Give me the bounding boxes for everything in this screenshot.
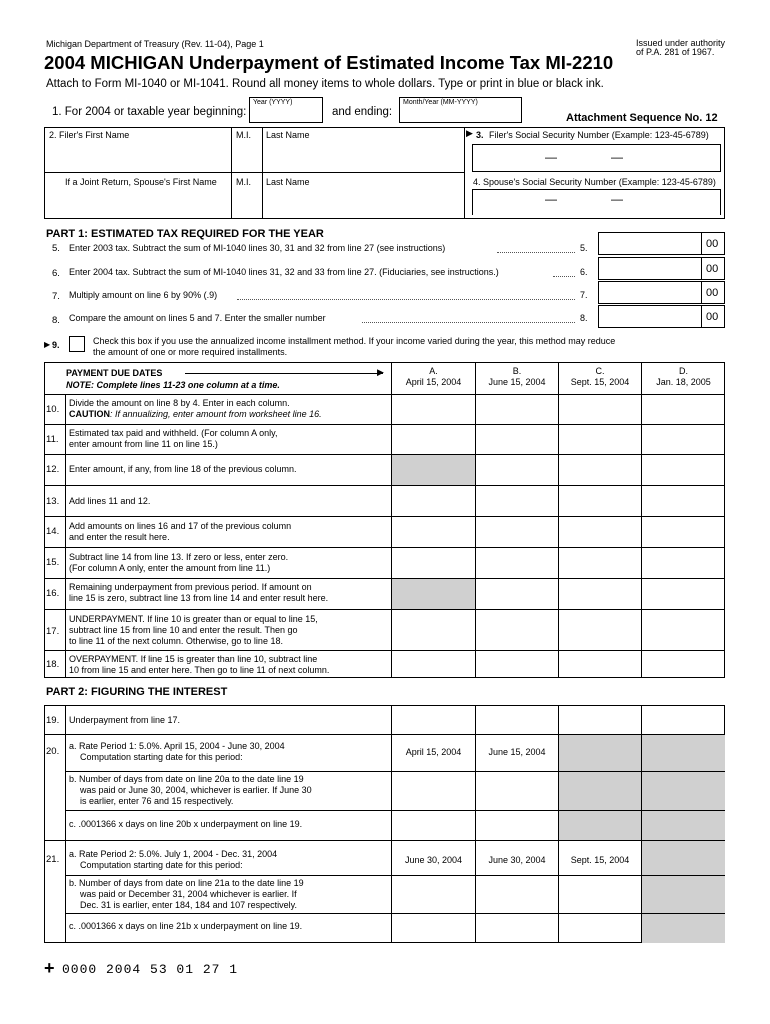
line11-text-b: enter amount from line 11 on line 15.) (69, 439, 218, 449)
note-text: NOTE: Complete lines 11-23 one column at a time. (66, 380, 280, 390)
line8-num: 8. (52, 315, 60, 326)
row-line (44, 394, 725, 395)
line7-text: Multiply amount on line 6 by 90% (.9) (69, 290, 218, 300)
part2-title: PART 2: FIGURING THE INTEREST (46, 686, 228, 698)
line12-num: 12. (46, 464, 60, 475)
line14-text-b: and enter the result here. (69, 532, 170, 542)
line13-num: 13. (46, 496, 60, 507)
col-b-letter: B. (512, 366, 522, 376)
line7-cents: 00 (706, 287, 719, 299)
row-line (44, 840, 725, 841)
begin-year-field[interactable] (249, 97, 323, 123)
line10-text-b: CAUTION: If annualizing, enter amount from worksheet line 16. (69, 409, 322, 419)
ssn-dash: — (545, 150, 557, 164)
row-line (44, 650, 725, 651)
line20-date-b: June 15, 2004 (488, 747, 546, 757)
spouse-last-name-label: Last Name (266, 177, 310, 187)
line15-num: 15. (46, 557, 60, 568)
filer-ssn-field[interactable] (472, 144, 721, 172)
row-line (65, 810, 725, 811)
payment-due-dates-label: PAYMENT DUE DATES (66, 368, 163, 378)
line6-ref: 6. (580, 267, 588, 277)
line21-date-c: Sept. 15, 2004 (570, 855, 630, 865)
line16-text-b: line 15 is zero, subtract line 13 from line 14 and enter result here. (69, 593, 329, 603)
col-c-divider (558, 362, 559, 678)
line20-num: 20. (46, 746, 60, 757)
ending-label: and ending: (332, 106, 393, 118)
mi-divider (231, 127, 232, 219)
line6-cents: 00 (706, 263, 719, 275)
col-c-date: Sept. 15, 2004 (570, 377, 630, 387)
line21a-text-2: Computation starting date for this period: (80, 860, 243, 870)
line11-num: 11. (46, 434, 59, 445)
line10-caution: : If annualizing, enter amount from worksheet line 16. (110, 409, 322, 419)
col-a-date: April 15, 2004 (405, 377, 462, 387)
spouse-mi-label: M.I. (236, 177, 251, 187)
line5-cents: 00 (706, 238, 719, 250)
line12-text: Enter amount, if any, from line 18 of the previous column. (69, 464, 297, 474)
line20a-text-1: a. Rate Period 1: 5.0%. April 15, 2004 - June 30, 2004 (69, 741, 285, 751)
line21-num: 21. (46, 854, 60, 865)
row-line (44, 485, 725, 486)
line7-amount[interactable] (598, 281, 725, 304)
col-d-date: Jan. 18, 2005 (656, 377, 711, 387)
shaded-cell (392, 455, 475, 485)
line19-num: 19. (46, 715, 60, 726)
line21-date-b: June 30, 2004 (488, 855, 546, 865)
end-month-year-field[interactable] (399, 97, 522, 123)
line5-ref: 5. (580, 243, 588, 253)
ssn-dash: — (611, 192, 623, 206)
num-divider (65, 705, 66, 943)
authority-line-2: of P.A. 281 of 1967. (636, 47, 715, 57)
line17-text-b: subtract line 15 from line 10 and enter the result. Then go (69, 625, 298, 635)
department-line: Michigan Department of Treasury (Rev. 11-04), Page 1 (46, 39, 264, 49)
line15-text-b: (For column A only, enter the amount from line 11.) (69, 563, 271, 573)
line5-text: Enter 2003 tax. Subtract the sum of MI-1040 lines 30, 31 and 32 from line 27 (see instructions) (69, 243, 446, 253)
col-d-letter: D. (679, 366, 688, 376)
form-title: 2004 MICHIGAN Underpayment of Estimated Income Tax MI-2210 (44, 52, 614, 73)
filer-last-name-label: Last Name (266, 130, 310, 140)
line5-num: 5. (52, 243, 60, 254)
line20c-text: c. .0001366 x days on line 20b x underpayment on line 19. (69, 819, 303, 829)
authority-line-1: Issued under authority (636, 38, 726, 48)
line21c-text: c. .0001366 x days on line 21b x underpayment on line 19. (69, 921, 303, 931)
line9-text-a: Check this box if you use the annualized income installment method. If your income varied during the year, this method may reduce (93, 336, 616, 346)
row-line (44, 516, 725, 517)
col-c-letter: C. (595, 366, 605, 376)
line9-text-b: the amount of one or more required installments. (93, 347, 288, 357)
line20b-text-3: is earlier, enter 76 and 15 respectively. (80, 796, 234, 806)
line21b-text-2: was paid or December 31, 2004 whichever is earlier. If (80, 889, 297, 899)
leader-dots (553, 276, 575, 277)
row-line (44, 424, 725, 425)
filer-first-name-label: 2. Filer's First Name (49, 130, 130, 140)
line21a-text-1: a. Rate Period 2: 5.0%. July 1, 2004 - Dec. 31, 2004 (69, 849, 278, 859)
leader-dots (497, 252, 575, 253)
cents-divider (701, 282, 702, 303)
line20a-text-2: Computation starting date for this period: (80, 752, 243, 762)
col-a-letter: A. (429, 366, 438, 376)
line18-text-a: OVERPAYMENT. If line 15 is greater than line 10, subtract line (69, 654, 318, 664)
spouse-ssn-top (472, 189, 721, 190)
last-divider (262, 127, 263, 219)
row-line (44, 609, 725, 610)
line18-text-b: 10 from line 15 and enter here. Then go to line 11 of next column. (69, 665, 330, 675)
arrow-3-icon: ▶ (466, 128, 473, 138)
right-arrow-icon: ▶ (377, 367, 384, 377)
line18-num: 18. (46, 659, 60, 670)
ssn-divider (464, 127, 465, 219)
filer-divider (44, 172, 464, 173)
line8-cents: 00 (706, 311, 719, 323)
col-a-divider (391, 705, 392, 943)
row-line (44, 578, 725, 579)
cents-divider (701, 258, 702, 279)
line10-num: 10. (46, 404, 60, 415)
line14-num: 14. (46, 526, 60, 537)
line17-text-c: to line 11 of the next column. Otherwise, go to line 18. (69, 636, 283, 646)
line10-text-a: Divide the amount on line 8 by 4. Enter in each column. (69, 398, 290, 408)
line7-num: 7. (52, 291, 60, 302)
col-b-divider (475, 362, 476, 678)
month-year-label: Month/Year (MM-YYYY) (403, 99, 478, 106)
col-d-divider (641, 362, 642, 678)
col-b-divider (475, 705, 476, 943)
leader-dots (362, 322, 575, 323)
line9-num: 9. (52, 340, 60, 350)
line20b-text-1: b. Number of days from date on line 20a to the date line 19 (69, 774, 304, 784)
shaded-cell (559, 734, 641, 840)
line20-date-a: April 15, 2004 (405, 747, 462, 757)
spouse-ssn-field[interactable] (472, 189, 721, 215)
attach-instructions: Attach to Form MI-1040 or MI-1041. Round all money items to whole dollars. Type or print in blue or black ink. (46, 78, 604, 90)
line6-amount[interactable] (598, 257, 725, 280)
plus-mark: + (44, 958, 55, 978)
row-line (65, 875, 725, 876)
line16-num: 16. (46, 588, 60, 599)
col-b-date: June 15, 2004 (488, 377, 546, 387)
line15-text-a: Subtract line 14 from line 13. If zero or less, enter zero. (69, 552, 289, 562)
cents-divider (701, 233, 702, 254)
row-line (44, 734, 725, 735)
part1-title: PART 1: ESTIMATED TAX REQUIRED FOR THE YEAR (46, 228, 324, 240)
ssn-dash: — (545, 192, 557, 206)
line21b-text-3: Dec. 31 is earlier, enter 184, 184 and 107 respectively. (80, 900, 297, 910)
line8-amount[interactable] (598, 305, 725, 328)
annualized-checkbox[interactable] (69, 336, 85, 352)
shaded-cell (392, 579, 475, 609)
line5-amount[interactable] (598, 232, 725, 255)
line16-text-a: Remaining underpayment from previous period. If amount on (69, 582, 312, 592)
row-line (65, 771, 725, 772)
line21-date-a: June 30, 2004 (404, 855, 463, 865)
row-line (44, 454, 725, 455)
spouse-first-name-label: If a Joint Return, Spouse's First Name (65, 177, 217, 187)
line20b-text-2: was paid or June 30, 2004, whichever is earlier. If June 30 (80, 785, 312, 795)
year-label: Year (YYYY) (253, 99, 293, 106)
arrow-9-icon: ▶ (44, 340, 51, 349)
form-code: 0000 2004 53 01 27 1 (62, 962, 239, 977)
line3-num: 3. (476, 130, 484, 140)
line6-text: Enter 2004 tax. Subtract the sum of MI-1040 lines 31, 32 and 33 from line 27. (Fiduciaries, see instructions.) (69, 267, 499, 277)
shaded-cell (642, 734, 725, 943)
line6-num: 6. (52, 268, 60, 279)
ssn-dash: — (611, 150, 623, 164)
attachment-sequence: Attachment Sequence No. 12 (566, 112, 718, 124)
line21b-text-1: b. Number of days from date on line 21a to the date line 19 (69, 878, 304, 888)
line7-ref: 7. (580, 290, 588, 300)
spouse-ssn-label: 4. Spouse's Social Security Number (Example: 123-45-6789) (473, 177, 716, 187)
line19-text: Underpayment from line 17. (69, 715, 181, 725)
line1-label: 1. For 2004 or taxable year beginning: (52, 106, 247, 118)
row-line (44, 547, 725, 548)
row-line (65, 913, 725, 914)
line8-text: Compare the amount on lines 5 and 7. Enter the smaller number (69, 313, 326, 323)
num-divider (65, 394, 66, 678)
line17-num: 17. (46, 626, 60, 637)
filer-mi-label: M.I. (236, 130, 251, 140)
line13-text: Add lines 11 and 12. (69, 496, 151, 506)
leader-dots (237, 299, 575, 300)
cents-divider (701, 306, 702, 327)
col-a-divider (391, 362, 392, 678)
line11-text-a: Estimated tax paid and withheld. (For column A only, (69, 428, 278, 438)
line8-ref: 8. (580, 313, 588, 323)
line17-text-a: UNDERPAYMENT. If line 10 is greater than or equal to line 15, (69, 614, 318, 624)
filer-ssn-label: Filer's Social Security Number (Example: 123-45-6789) (489, 130, 709, 140)
line14-text-a: Add amounts on lines 16 and 17 of the previous column (69, 521, 292, 531)
